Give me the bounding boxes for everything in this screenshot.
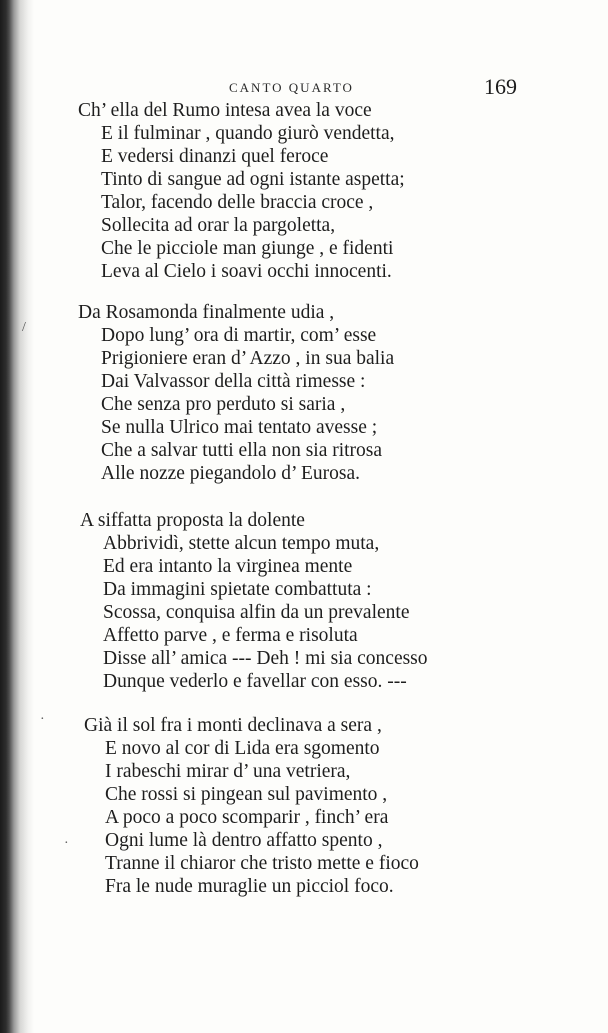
verse-line: Tinto di sangue ad ogni istante aspetta; <box>101 169 405 190</box>
verse-line: Fra le nude muraglie un picciol foco. <box>105 876 394 897</box>
page-number: 169 <box>484 74 517 99</box>
verse-line: Che le picciole man giunge , e fidenti <box>101 238 394 259</box>
verse-line: Scossa, conquisa alfin da un prevalente <box>103 602 410 623</box>
verse-line: Da Rosamonda finalmente udia , <box>78 302 335 323</box>
verse-line: Abbrividì, stette alcun tempo muta, <box>103 533 380 554</box>
stray-mark: / <box>22 320 26 335</box>
verse-line: Che a salvar tutti ella non sia ritrosa <box>101 440 383 461</box>
verse-line: E novo al cor di Lida era sgomento <box>105 738 380 759</box>
verse-line: Dopo lung’ ora di martir, com’ esse <box>101 325 377 346</box>
page-header <box>0 74 608 102</box>
verse-line: I rabeschi mirar d’ una vetriera, <box>105 761 351 782</box>
verse-line: A siffatta proposta la dolente <box>80 510 305 531</box>
verse-line: Ogni lume là dentro affatto spento , <box>105 830 383 851</box>
verse-line: Già il sol fra i monti declinava a sera , <box>84 715 382 736</box>
verse-line: Da immagini spietate combattuta : <box>103 579 372 600</box>
verse-line: Affetto parve , e ferma e risoluta <box>103 625 358 646</box>
verse-line: Che senza pro perduto si saria , <box>101 394 346 415</box>
verse-line: E vedersi dinanzi quel feroce <box>101 146 329 167</box>
verse-line: Disse all’ amica --- Deh ! mi sia concesso <box>103 648 428 669</box>
verse-line: Ed era intanto la virginea mente <box>103 556 353 577</box>
verse-line: Prigioniere eran d’ Azzo , in sua balia <box>101 348 395 369</box>
verse-line: Che rossi si pingean sul pavimento , <box>105 784 388 805</box>
verse-line: Sollecita ad orar la pargoletta, <box>101 215 336 236</box>
verse-line: Leva al Cielo i soavi occhi innocenti. <box>101 261 392 282</box>
verse-line: Talor, facendo delle braccia croce , <box>101 192 374 213</box>
verse-line: Tranne il chiaror che tristo mette e fioco <box>105 853 419 874</box>
verse-line: Se nulla Ulrico mai tentato avesse ; <box>101 417 378 438</box>
verse-line: Ch’ ella del Rumo intesa avea la voce <box>78 100 372 121</box>
stray-mark: · <box>64 836 69 851</box>
verse-line: Dai Valvassor della città rimesse : <box>101 371 366 392</box>
verse-line: Alle nozze piegandolo d’ Eurosa. <box>101 463 361 484</box>
stray-mark: · <box>40 712 45 727</box>
verse-line: Dunque vederlo e favellar con esso. --- <box>103 671 407 692</box>
book-spine-shadow <box>0 0 34 1033</box>
running-title: CANTO QUARTO <box>229 80 354 95</box>
verse-line: A poco a poco scomparir , finch’ era <box>105 807 389 828</box>
verse-line: E il fulminar , quando giurò vendetta, <box>101 123 395 144</box>
